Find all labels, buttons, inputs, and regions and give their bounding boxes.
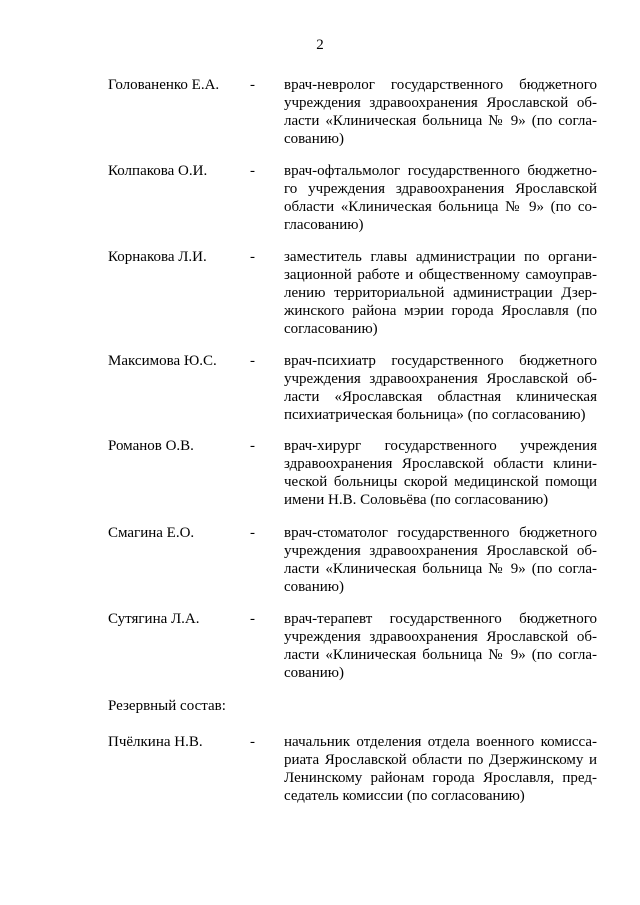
member-dash: -	[250, 611, 255, 627]
description-line: врач-хирург государственного учреждения	[284, 438, 597, 454]
description-line: ческой больницы скорой медицинской помощи	[284, 474, 597, 490]
member-dash: -	[250, 734, 255, 750]
member-name: Смагина Е.О.	[108, 525, 195, 541]
member-name: Корнакова Л.И.	[108, 249, 207, 265]
member-dash: -	[250, 438, 255, 454]
description-line: заместитель главы администрации по органи-	[284, 249, 597, 265]
member-name: Максимова Ю.С.	[108, 353, 217, 369]
member-description	[284, 162, 597, 234]
description-line: согласованию)	[284, 321, 378, 337]
description-line: врач-стоматолог государственного бюджетного	[284, 525, 597, 541]
member-dash: -	[250, 163, 255, 179]
description-line: седатель комиссии (по согласованию)	[284, 788, 525, 804]
description-line: учреждения здравоохранения Ярославской об-	[284, 371, 597, 387]
member-description	[284, 524, 597, 596]
description-line: учреждения здравоохранения Ярославской об-	[284, 629, 597, 645]
description-line: учреждения здравоохранения Ярославской об-	[284, 543, 597, 559]
description-line: гласованию)	[284, 217, 364, 233]
description-line: врач-терапевт государственного бюджетного	[284, 611, 597, 627]
description-line: ласти «Клиническая больница № 9» (по согла-	[284, 561, 597, 577]
description-line: жинского района мэрии города Ярославля (по	[284, 303, 597, 319]
description-line: имени Н.В. Соловьёва (по согласованию)	[284, 492, 549, 508]
member-name: Пчёлкина Н.В.	[108, 734, 203, 750]
page-number: 2	[316, 37, 324, 53]
description-line: сованию)	[284, 131, 344, 147]
member-name: Романов О.В.	[108, 438, 194, 454]
description-line: ласти «Ярославская областная клиническая	[284, 389, 597, 405]
description-line: здравоохранения Ярославской области клини-	[284, 456, 597, 472]
description-line: учреждения здравоохранения Ярославской об-	[284, 95, 597, 111]
member-description	[284, 248, 597, 338]
member-dash: -	[250, 77, 255, 93]
description-line: сованию)	[284, 579, 344, 595]
member-description	[284, 733, 597, 805]
description-line: лению территориальной администрации Дзер-	[284, 285, 597, 301]
description-line: зационной работе и общественному самоуправ-	[284, 267, 597, 283]
description-line: психиатрическая больница» (по согласованию)	[284, 407, 586, 423]
member-dash: -	[250, 353, 255, 369]
reserve-heading: Резервный состав:	[108, 698, 226, 714]
description-line: начальник отделения отдела военного комисса-	[284, 734, 597, 750]
member-dash: -	[250, 525, 255, 541]
member-name: Сутягина Л.А.	[108, 611, 200, 627]
description-line: врач-психиатр государственного бюджетного	[284, 353, 597, 369]
description-line: ласти «Клиническая больница № 9» (по согла-	[284, 647, 597, 663]
description-line: риата Ярославской области по Дзержинскому и	[284, 752, 597, 768]
description-line: Ленинскому районам города Ярославля, пред-	[284, 770, 597, 786]
description-line: области «Клиническая больница № 9» (по со-	[284, 199, 597, 215]
member-name: Колпакова О.И.	[108, 163, 208, 179]
description-line: врач-офтальмолог государственного бюджетно-	[284, 163, 597, 179]
description-line: го учреждения здравоохранения Ярославской	[284, 181, 597, 197]
member-name: Голованенко Е.А.	[108, 77, 220, 93]
member-description	[284, 610, 597, 682]
description-line: ласти «Клиническая больница № 9» (по согла-	[284, 113, 597, 129]
member-description	[284, 437, 597, 509]
member-description	[284, 352, 597, 424]
description-line: сованию)	[284, 665, 344, 681]
member-dash: -	[250, 249, 255, 265]
member-description	[284, 76, 597, 148]
description-line: врач-невролог государственного бюджетного	[284, 77, 597, 93]
